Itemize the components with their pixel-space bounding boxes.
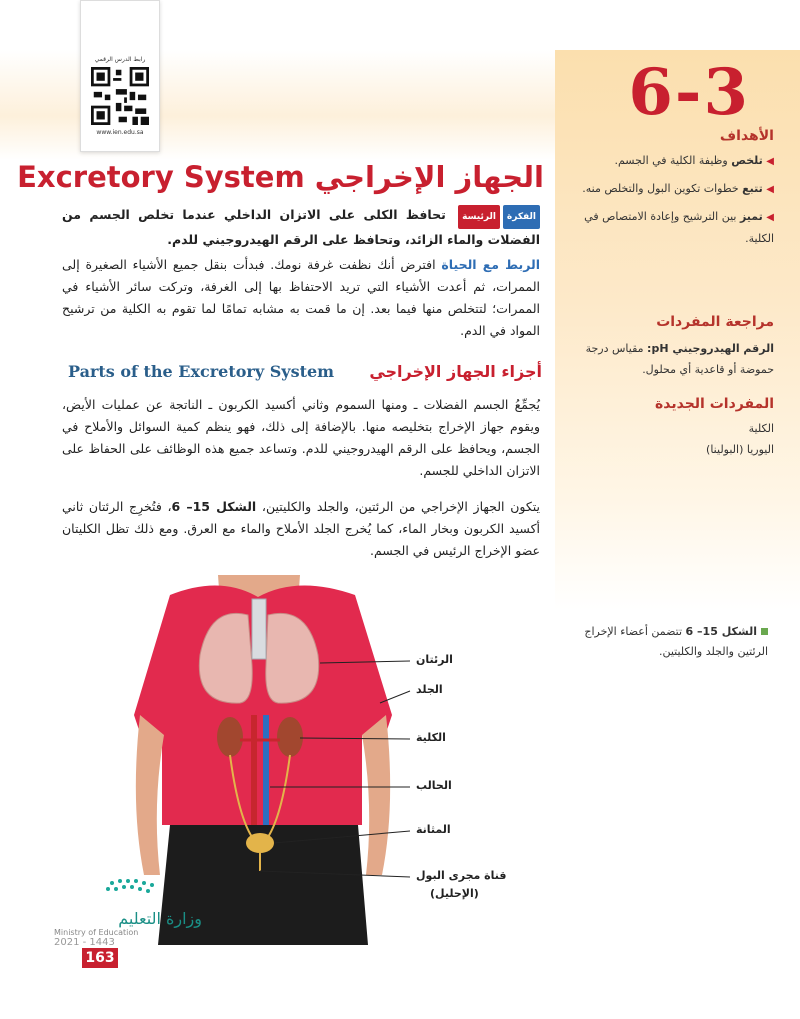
review-vocab-title: مراجعة المفردات xyxy=(656,314,774,330)
new-vocab-item: اليوريا (البولينا) xyxy=(706,443,774,456)
label-lungs: الرئتان xyxy=(416,653,453,666)
new-vocab-item: الكلية xyxy=(748,422,774,435)
new-vocab-title: المفردات الجديدة xyxy=(655,396,774,412)
main-idea-text: تحافظ الكلى على الاتزان الداخلي عندما تخلص الجسم من الفضلات والماء الزائد، وتحافظ على الرقم الهيدروجيني للدم. xyxy=(62,207,540,247)
paragraph-2 xyxy=(62,496,540,562)
main-idea-label: الفكرة xyxy=(503,205,540,229)
label-skin: الجلد xyxy=(416,683,443,696)
objective-item: ◀ تلخص وظيفة الكلية في الجسم. xyxy=(614,154,774,167)
section-heading-english: Parts of the Excretory System xyxy=(68,362,335,381)
life-link-label: الربط مع الحياة xyxy=(441,257,540,272)
objectives-list xyxy=(559,150,774,249)
paragraph-2-end: ، فتُخرِج الرئتان ثاني أكسيد الكربون وبخار الماء، كما يُخرج الجلد الأملاح والماء مع العرق. ومع ذلك تظل الكليتان عضو الإخراج الرئيس في الجسم. xyxy=(62,499,540,558)
lesson-number: 6-3 xyxy=(628,55,750,130)
section-heading-arabic: أجزاء الجهاز الإخراجي xyxy=(369,362,542,381)
qr-title: رابط الدرس الرقمي xyxy=(94,56,146,63)
ministry-logo xyxy=(42,865,202,950)
label-urethra-alt: (الإحليل) xyxy=(430,887,479,900)
label-ureter: الحالب xyxy=(416,779,452,792)
title-arabic: الجهاز الإخراجي xyxy=(314,160,544,194)
ministry-english: Ministry of Education xyxy=(54,928,139,937)
paragraph-1: يُجمِّعُ الجسم الفضلات ـ ومنها السموم وثاني أكسيد الكربون ـ الناتجة عن عمليات الأيض، ويقوم جهاز الإخراج بتخليصه منها. بالإضافة إلى ذلك، فهو ينظم كمية السوائل والأملاح في الجسم، ويحافظ على الرقم الهيدروجيني للدم. وتساعد جميع هذه الوظائف على الحفاظ على الاتزان الداخلي للجسم. xyxy=(62,397,540,478)
main-idea xyxy=(62,204,540,251)
ministry-year: 2021 - 1443 xyxy=(54,937,115,948)
ministry-emblem-icon xyxy=(42,865,202,905)
figure-reference[interactable]: الشكل 15– 6 xyxy=(171,499,257,514)
qr-code-icon[interactable] xyxy=(91,67,149,125)
review-vocab xyxy=(559,338,774,380)
page-title xyxy=(17,160,544,194)
caption-marker-icon xyxy=(761,628,768,635)
review-definition: مقياس درجة حموضة أو قاعدية أي محلول. xyxy=(585,342,774,376)
objective-item: ◀ تتبع خطوات تكوين البول والتخلص منه. xyxy=(582,182,774,195)
life-link-text: افترض أنك نظفت غرفة نومك. فبدأت بنقل جميع الأشياء الصغيرة إلى الممرات، ثم أعدت الأشياء التي تريد الاحتفاظ بها إلى الغرفة، وتركت سائر الأشياء في الممرات؛ لتتخلص منها فيما بعد. إن ما قمت به مشابه تمامًا لما تقوم به الكلية من ترشيح المواد في الدم. xyxy=(62,257,540,338)
ministry-arabic: وزارة التعليم xyxy=(118,909,202,928)
label-kidney: الكلية xyxy=(416,731,446,744)
label-urethra: قناة مجرى البول xyxy=(416,869,507,882)
main-idea-tag: الرئيسة xyxy=(458,205,500,229)
figure-caption: الشكل 15– 6 تتضمن أعضاء الإخراج الرئتين والجلد والكليتين. xyxy=(584,625,768,658)
qr-url[interactable]: www.ien.edu.sa xyxy=(96,129,144,136)
label-bladder: المثانة xyxy=(416,823,451,836)
objectives-title: الأهداف xyxy=(719,128,774,144)
page-number: 163 xyxy=(82,948,118,968)
review-term: الرقم الهيدروجيني pH: xyxy=(647,342,774,355)
paragraph-2-start: يتكون الجهاز الإخراجي من الرئتين، والجلد والكليتين، xyxy=(256,499,540,514)
life-link xyxy=(62,254,540,342)
title-english: Excretory System xyxy=(17,160,305,194)
qr-card[interactable] xyxy=(80,0,160,152)
new-vocab-list xyxy=(559,418,774,460)
objective-item: ◀ تميز بين الترشيح وإعادة الامتصاص في الكلية. xyxy=(584,210,774,245)
